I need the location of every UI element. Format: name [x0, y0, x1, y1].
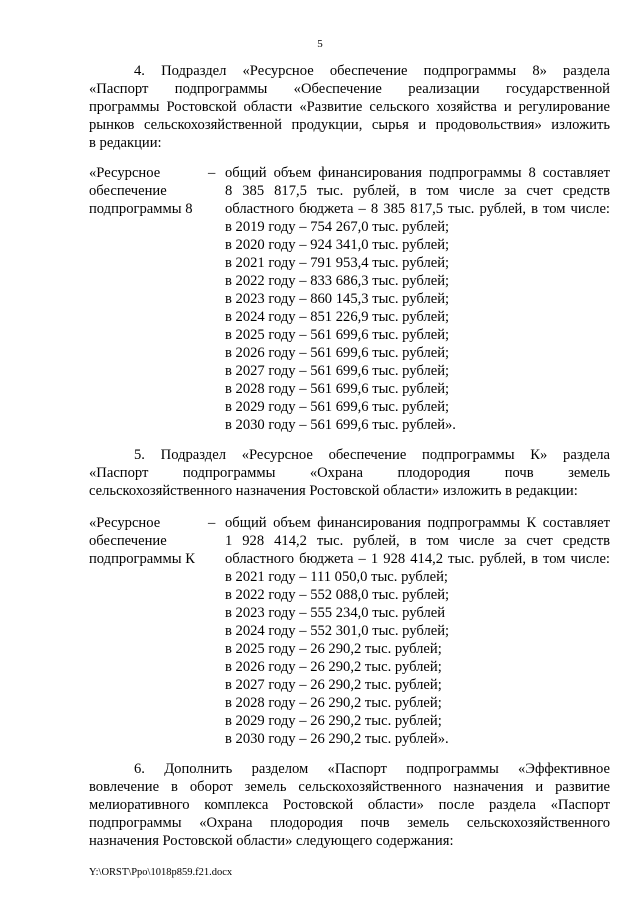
paragraph-6-line: подпрограммы «Охрана плодородия почв земель сельскохозяйственного [89, 815, 610, 831]
year-line: в 2019 году – 754 267,0 тыс. рублей; [225, 219, 450, 235]
year-line: в 2024 году – 552 301,0 тыс. рублей; [225, 623, 450, 639]
page-number: 5 [317, 38, 323, 50]
year-line: в 2026 году – 26 290,2 тыс. рублей; [225, 659, 442, 675]
year-line: в 2026 году – 561 699,6 тыс. рублей; [225, 345, 450, 361]
footer-file-path: Y:\ORST\Ppo\1018p859.f21.docx [89, 867, 233, 878]
year-line: в 2021 году – 111 050,0 тыс. рублей; [225, 569, 448, 585]
paragraph-5-line: «Паспорт подпрограммы «Охрана плодородия почв земель [89, 465, 610, 481]
paragraph-4-line: рынков сельскохозяйственной продукции, сырья и продовольствия» изложить [89, 117, 610, 133]
block-k-intro-line: общий объем финансирования подпрограммы К составляет [225, 515, 610, 531]
block-k-label: обеспечение [89, 533, 167, 549]
year-line: в 2028 году – 561 699,6 тыс. рублей; [225, 381, 450, 397]
paragraph-5-line: 5. Подраздел «Ресурсное обеспечение подпрограммы К» раздела [134, 447, 610, 463]
block-8-intro-line: 8 385 817,5 тыс. рублей, в том числе за счет средств [225, 183, 610, 199]
year-line: в 2025 году – 26 290,2 тыс. рублей; [225, 641, 442, 657]
paragraph-6-line: назначения Ростовской области» следующего содержания: [89, 833, 454, 849]
paragraph-6-line: 6. Дополнить разделом «Паспорт подпрограммы «Эффективное [134, 761, 610, 777]
year-line: в 2029 году – 26 290,2 тыс. рублей; [225, 713, 442, 729]
year-line: в 2027 году – 561 699,6 тыс. рублей; [225, 363, 450, 379]
block-8-label: «Ресурсное [89, 165, 161, 181]
block-8-intro-line: областного бюджета – 8 385 817,5 тыс. рублей, в том числе: [225, 201, 610, 217]
paragraph-4-line: в редакции: [89, 135, 162, 151]
paragraph-6-line: вовлечение в оборот земель сельскохозяйственного назначения и развитие [89, 779, 610, 795]
paragraph-4-line: «Паспорт подпрограммы «Обеспечение реализации государственной [89, 81, 610, 97]
year-line: в 2021 году – 791 953,4 тыс. рублей; [225, 255, 450, 271]
block-k-intro-line: 1 928 414,2 тыс. рублей, в том числе за счет средств [225, 533, 610, 549]
year-line: в 2025 году – 561 699,6 тыс. рублей; [225, 327, 450, 343]
year-line: в 2027 году – 26 290,2 тыс. рублей; [225, 677, 442, 693]
year-line: в 2024 году – 851 226,9 тыс. рублей; [225, 309, 450, 325]
year-line: в 2023 году – 860 145,3 тыс. рублей; [225, 291, 450, 307]
year-line: в 2029 году – 561 699,6 тыс. рублей; [225, 399, 450, 415]
paragraph-5-line: сельскохозяйственного назначения Ростовской области» изложить в редакции: [89, 483, 578, 499]
block-8-intro-line: общий объем финансирования подпрограммы 8 составляет [225, 165, 610, 181]
year-line: в 2022 году – 833 686,3 тыс. рублей; [225, 273, 450, 289]
block-k-dash: – [208, 515, 216, 531]
year-line: в 2022 году – 552 088,0 тыс. рублей; [225, 587, 450, 603]
paragraph-4-line: 4. Подраздел «Ресурсное обеспечение подпрограммы 8» раздела [134, 63, 610, 79]
block-8-dash: – [208, 165, 216, 181]
year-line: в 2023 году – 555 234,0 тыс. рублей [225, 605, 446, 621]
paragraph-6-line: мелиоративного комплекса Ростовской области» после раздела «Паспорт [89, 797, 610, 813]
block-k-label: подпрограммы К [89, 551, 195, 567]
block-k-label: «Ресурсное [89, 515, 161, 531]
block-8-label: обеспечение [89, 183, 167, 199]
block-8-label: подпрограммы 8 [89, 201, 193, 217]
block-k-intro-line: областного бюджета – 1 928 414,2 тыс. рублей, в том числе: [225, 551, 610, 567]
paragraph-4-line: программы Ростовской области «Развитие сельского хозяйства и регулирование [89, 99, 610, 115]
year-line: в 2030 году – 26 290,2 тыс. рублей». [225, 731, 449, 747]
year-line: в 2028 году – 26 290,2 тыс. рублей; [225, 695, 442, 711]
year-line: в 2020 году – 924 341,0 тыс. рублей; [225, 237, 450, 253]
year-line: в 2030 году – 561 699,6 тыс. рублей». [225, 417, 456, 433]
